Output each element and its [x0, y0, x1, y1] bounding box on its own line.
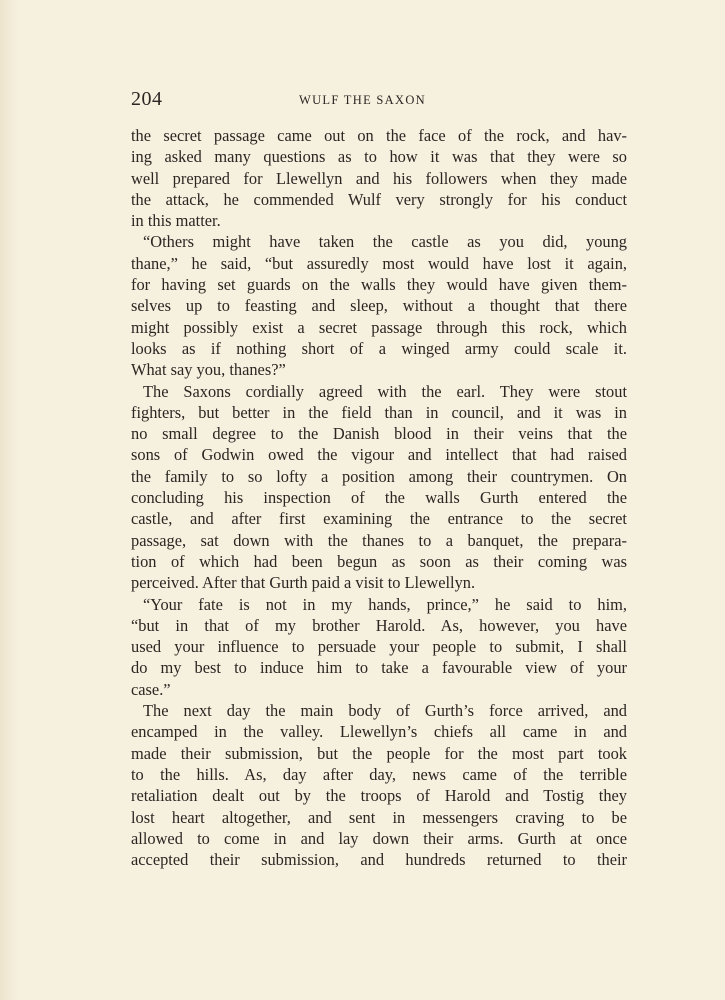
text-line: passage, sat down with the thanes to a banquet, the prepara- — [131, 530, 627, 550]
text-line: made their submission, but the people for the most part took — [131, 743, 627, 763]
text-line: selves up to feasting and sleep, without a thought that there — [131, 296, 627, 316]
text-line: in this matter. — [131, 211, 221, 231]
text-line: allowed to come in and lay down their arms. Gurth at once — [131, 828, 627, 848]
text-line: fighters, but better in the field than in council, and it was in — [131, 402, 627, 422]
body-text — [131, 125, 627, 870]
text-line: do my best to induce him to take a favourable view of your — [131, 658, 627, 678]
text-line: the secret passage came out on the face of the rock, and hav- — [131, 126, 627, 145]
text-line: the family to so lofty a position among their countrymen. On — [131, 466, 627, 486]
text-line: sons of Godwin owed the vigour and intellect that had raised — [131, 445, 627, 465]
text-line: for having set guards on the walls they would have given them- — [131, 275, 627, 295]
text-line: retaliation dealt out by the troops of Harold and Tostig they — [131, 786, 627, 806]
text-line: “Others might have taken the castle as you did, young — [143, 232, 627, 252]
page-number: 204 — [131, 88, 163, 110]
text-line: accepted their submission, and hundreds returned to their — [131, 850, 627, 870]
text-line: castle, and after first examining the entrance to the secret — [131, 509, 627, 529]
text-line: encamped in the valley. Llewellyn’s chiefs all came in and — [131, 722, 627, 742]
text-line: thane,” he said, “but assuredly most would have lost it again, — [131, 253, 627, 273]
text-line: tion of which had been begun as soon as their coming was — [131, 551, 627, 571]
text-line: well prepared for Llewellyn and his followers when they made — [131, 168, 627, 188]
text-line: “but in that of my brother Harold. As, however, you have — [131, 615, 627, 635]
text-line: What say you, thanes?” — [131, 360, 286, 380]
text-line: might possibly exist a secret passage through this rock, which — [131, 317, 627, 337]
text-line: “Your fate is not in my hands, prince,” he said to him, — [143, 594, 627, 614]
text-line: no small degree to the Danish blood in their veins that the — [131, 424, 627, 444]
text-line: case.” — [131, 679, 171, 699]
text-line: perceived. After that Gurth paid a visit to Llewellyn. — [131, 573, 476, 593]
text-line: The next day the main body of Gurth’s force arrived, and — [143, 701, 627, 721]
text-line: concluding his inspection of the walls Gurth entered the — [131, 488, 627, 508]
text-line: the attack, he commended Wulf very strongly for his conduct — [131, 189, 627, 209]
running-title: WULF THE SAXON — [299, 93, 426, 107]
text-line: ing asked many questions as to how it was that they were so — [131, 147, 627, 167]
text-line: The Saxons cordially agreed with the earl. They were stout — [143, 381, 627, 401]
text-line: looks as if nothing short of a winged army could scale it. — [131, 338, 627, 358]
text-line: to the hills. As, day after day, news came of the terrible — [131, 764, 627, 784]
text-line: lost heart altogether, and sent in messengers craving to be — [131, 807, 627, 827]
text-line: used your influence to persuade your people to submit, I shall — [131, 637, 627, 657]
